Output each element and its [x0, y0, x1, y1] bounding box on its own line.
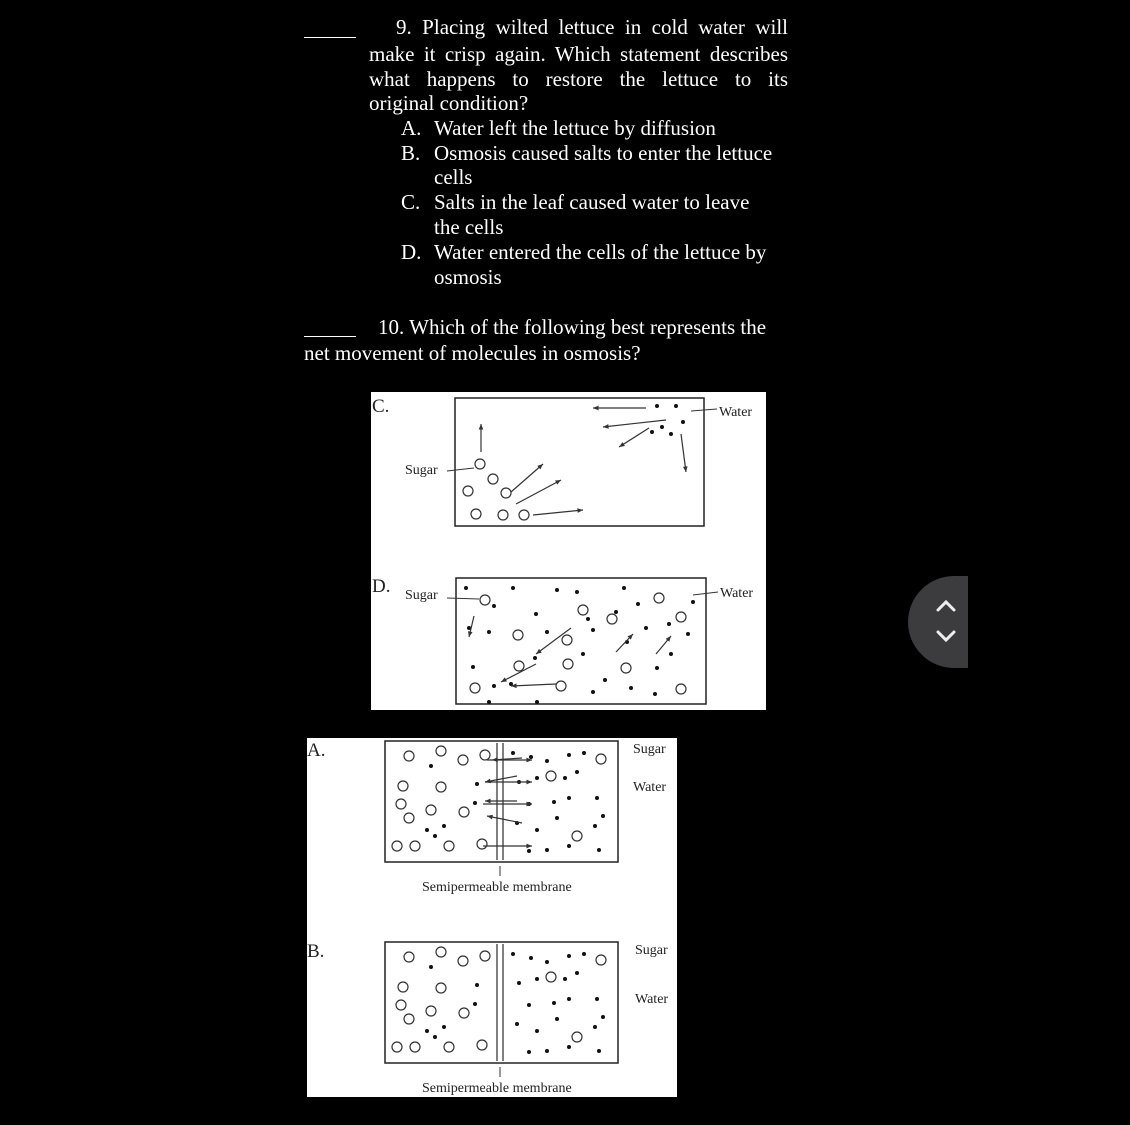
sugar-molecule: [513, 630, 523, 640]
sugar-molecule: [392, 1042, 402, 1052]
diagram-d-sugar-label: Sugar: [405, 588, 438, 603]
arrow-head: [593, 406, 599, 411]
water-molecule: [644, 626, 648, 630]
water-molecule: [515, 1022, 519, 1026]
sugar-molecule: [519, 510, 529, 520]
sugar-molecule: [676, 612, 686, 622]
diagram-b-membrane-label: Semipermeable membrane: [422, 1081, 572, 1096]
sugar-molecule: [488, 474, 498, 484]
arrow: [533, 510, 583, 515]
water-molecule: [686, 632, 690, 636]
sugar-molecule: [458, 755, 468, 765]
water-molecule: [545, 960, 549, 964]
water-molecule: [595, 997, 599, 1001]
diagram-b-letter: B.: [307, 941, 325, 962]
sugar-molecule: [480, 750, 490, 760]
water-molecule: [691, 600, 695, 604]
sugar-molecule: [556, 681, 566, 691]
diagram-a-water-label: Water: [633, 780, 667, 795]
water-molecule: [433, 1035, 437, 1039]
water-molecule: [563, 776, 567, 780]
water-molecule: [511, 751, 515, 755]
sugar-molecule: [436, 947, 446, 957]
water-molecule: [555, 588, 559, 592]
water-molecule: [492, 604, 496, 608]
water-molecule: [586, 617, 590, 621]
water-molecule: [545, 630, 549, 634]
arrow-head: [526, 780, 532, 785]
water-molecule: [593, 1025, 597, 1029]
water-molecule: [475, 983, 479, 987]
water-molecule: [464, 586, 468, 590]
water-molecule: [535, 700, 539, 704]
water-molecule: [535, 1029, 539, 1033]
sugar-molecule: [501, 488, 511, 498]
sugar-molecule: [398, 982, 408, 992]
water-molecule: [545, 1049, 549, 1053]
q9-line: 9. Placing wilted lettuce in cold water will: [396, 15, 788, 39]
arrow: [603, 420, 666, 427]
water-molecule: [597, 848, 601, 852]
water-molecule: [591, 628, 595, 632]
option-c: Salts in the leaf caused water to leave: [434, 190, 750, 214]
diagram-a-letter: A.: [307, 740, 326, 761]
option-a: Water left the lettuce by diffusion: [434, 116, 716, 140]
diagram-c-sugar-label: Sugar: [405, 463, 438, 478]
diagram-c-water-label: Water: [719, 405, 753, 420]
water-molecule: [629, 686, 633, 690]
water-molecule: [533, 656, 537, 660]
sugar-molecule: [458, 956, 468, 966]
option-d: osmosis: [434, 265, 502, 289]
option-letter: C.: [401, 190, 421, 214]
arrow: [511, 464, 543, 492]
water-molecule: [567, 844, 571, 848]
water-molecule: [511, 586, 515, 590]
water-molecule: [575, 590, 579, 594]
arrow-head: [487, 815, 493, 820]
leader-line: [447, 598, 479, 599]
arrow-head: [683, 466, 688, 472]
water-molecule: [529, 956, 533, 960]
water-molecule: [475, 782, 479, 786]
arrow-head: [526, 844, 532, 849]
water-molecule: [527, 1003, 531, 1007]
water-molecule: [473, 801, 477, 805]
water-molecule: [563, 977, 567, 981]
water-molecule: [601, 1015, 605, 1019]
sugar-molecule: [404, 751, 414, 761]
q9-line: what happens to restore the lettuce to its: [369, 67, 788, 91]
sugar-molecule: [410, 841, 420, 851]
water-molecule: [567, 997, 571, 1001]
sugar-molecule: [392, 841, 402, 851]
answer-blank-10[interactable]: [304, 336, 356, 337]
water-molecule: [429, 965, 433, 969]
water-molecule: [429, 764, 433, 768]
page-nav-control[interactable]: [908, 576, 968, 668]
sugar-molecule: [436, 782, 446, 792]
option-b: cells: [434, 165, 473, 189]
water-molecule: [492, 684, 496, 688]
diagram-b-sugar-label: Sugar: [635, 943, 668, 958]
water-molecule: [552, 1001, 556, 1005]
sugar-molecule: [578, 605, 588, 615]
sugar-molecule: [480, 951, 490, 961]
option-letter: A.: [401, 116, 422, 140]
sugar-molecule: [444, 1042, 454, 1052]
sugar-molecule: [596, 754, 606, 764]
water-molecule: [603, 678, 607, 682]
diagram-c-letter: C.: [372, 396, 390, 417]
leader-line: [447, 468, 474, 471]
sugar-molecule: [654, 593, 664, 603]
water-molecule: [442, 824, 446, 828]
chevron-up-icon[interactable]: [934, 598, 958, 614]
sugar-molecule: [477, 1040, 487, 1050]
water-molecule: [487, 630, 491, 634]
water-molecule: [601, 814, 605, 818]
water-molecule: [669, 432, 673, 436]
sugar-molecule: [477, 839, 487, 849]
water-molecule: [681, 420, 685, 424]
option-d: Water entered the cells of the lettuce by: [434, 240, 767, 264]
q10-line: net movement of molecules in osmosis?: [304, 341, 641, 365]
chevron-down-icon[interactable]: [934, 628, 958, 644]
water-molecule: [473, 1002, 477, 1006]
water-molecule: [527, 849, 531, 853]
sugar-molecule: [470, 683, 480, 693]
water-molecule: [669, 652, 673, 656]
sugar-molecule: [572, 831, 582, 841]
water-molecule: [622, 586, 626, 590]
sugar-molecule: [436, 983, 446, 993]
water-molecule: [582, 952, 586, 956]
water-molecule: [425, 1029, 429, 1033]
water-molecule: [650, 430, 654, 434]
sugar-molecule: [444, 841, 454, 851]
water-molecule: [535, 977, 539, 981]
water-molecule: [517, 981, 521, 985]
diagram-a-membrane-label: Semipermeable membrane: [422, 880, 572, 895]
arrow: [681, 434, 686, 472]
water-molecule: [433, 834, 437, 838]
sugar-molecule: [596, 955, 606, 965]
sugar-molecule: [607, 614, 617, 624]
water-molecule: [545, 848, 549, 852]
option-b: Osmosis caused salts to enter the lettuce: [434, 141, 773, 165]
water-molecule: [575, 971, 579, 975]
water-molecule: [674, 404, 678, 408]
water-molecule: [655, 666, 659, 670]
option-c: the cells: [434, 215, 504, 239]
sugar-molecule: [396, 799, 406, 809]
sugar-molecule: [396, 1000, 406, 1010]
water-molecule: [567, 796, 571, 800]
arrow: [536, 628, 571, 654]
diagram-c-container: [455, 398, 704, 526]
water-molecule: [552, 800, 556, 804]
water-molecule: [582, 751, 586, 755]
arrow: [511, 684, 556, 686]
sugar-molecule: [498, 510, 508, 520]
water-molecule: [653, 692, 657, 696]
sugar-molecule: [404, 952, 414, 962]
sugar-molecule: [480, 595, 490, 605]
sugar-molecule: [471, 509, 481, 519]
diagram-b-water-label: Water: [635, 992, 669, 1007]
water-molecule: [535, 828, 539, 832]
water-molecule: [567, 753, 571, 757]
diagram-b-membrane: [497, 944, 503, 1061]
sugar-molecule: [459, 807, 469, 817]
water-molecule: [636, 602, 640, 606]
arrow-head: [619, 442, 625, 447]
q9-line: original condition?: [369, 91, 529, 115]
sugar-molecule: [514, 661, 524, 671]
water-molecule: [529, 755, 533, 759]
water-molecule: [567, 954, 571, 958]
water-molecule: [555, 816, 559, 820]
water-molecule: [442, 1025, 446, 1029]
water-molecule: [527, 1050, 531, 1054]
sugar-molecule: [426, 1006, 436, 1016]
sugar-molecule: [459, 1008, 469, 1018]
sugar-molecule: [463, 486, 473, 496]
diagram-a-sugar-label: Sugar: [633, 742, 666, 757]
arrow-head: [479, 424, 484, 430]
sugar-molecule: [398, 781, 408, 791]
arrow: [501, 664, 536, 682]
answer-blank-9[interactable]: [304, 37, 356, 38]
water-molecule: [511, 952, 515, 956]
q9-line: make it crisp again. Which statement describes: [369, 42, 788, 66]
q10-line: 10. Which of the following best represents the: [378, 315, 767, 339]
sugar-molecule: [621, 663, 631, 673]
option-letter: D.: [401, 240, 422, 264]
water-molecule: [614, 610, 618, 614]
sugar-molecule: [404, 1014, 414, 1024]
diagram-panel-cd: [371, 392, 766, 710]
water-molecule: [425, 828, 429, 832]
sugar-molecule: [410, 1042, 420, 1052]
water-molecule: [534, 612, 538, 616]
sugar-molecule: [676, 684, 686, 694]
water-molecule: [545, 759, 549, 763]
sugar-molecule: [562, 635, 572, 645]
water-molecule: [535, 776, 539, 780]
water-molecule: [595, 796, 599, 800]
water-molecule: [591, 690, 595, 694]
sugar-molecule: [475, 459, 485, 469]
option-letter: B.: [401, 141, 421, 165]
diagram-d-water-label: Water: [720, 586, 754, 601]
arrow-head: [485, 799, 491, 804]
sugar-molecule: [436, 746, 446, 756]
water-molecule: [575, 770, 579, 774]
diagram-d-letter: D.: [372, 576, 391, 597]
sugar-molecule: [572, 1032, 582, 1042]
water-molecule: [597, 1049, 601, 1053]
arrow: [516, 480, 561, 504]
water-molecule: [667, 622, 671, 626]
water-molecule: [487, 700, 491, 704]
sugar-molecule: [404, 813, 414, 823]
water-molecule: [593, 824, 597, 828]
diagram-panel-ab: [307, 738, 677, 1097]
sugar-molecule: [546, 771, 556, 781]
water-molecule: [555, 1017, 559, 1021]
water-molecule: [655, 404, 659, 408]
water-molecule: [660, 425, 664, 429]
water-molecule: [581, 652, 585, 656]
water-molecule: [471, 665, 475, 669]
sugar-molecule: [426, 805, 436, 815]
sugar-molecule: [563, 659, 573, 669]
water-molecule: [567, 1045, 571, 1049]
sugar-molecule: [546, 972, 556, 982]
